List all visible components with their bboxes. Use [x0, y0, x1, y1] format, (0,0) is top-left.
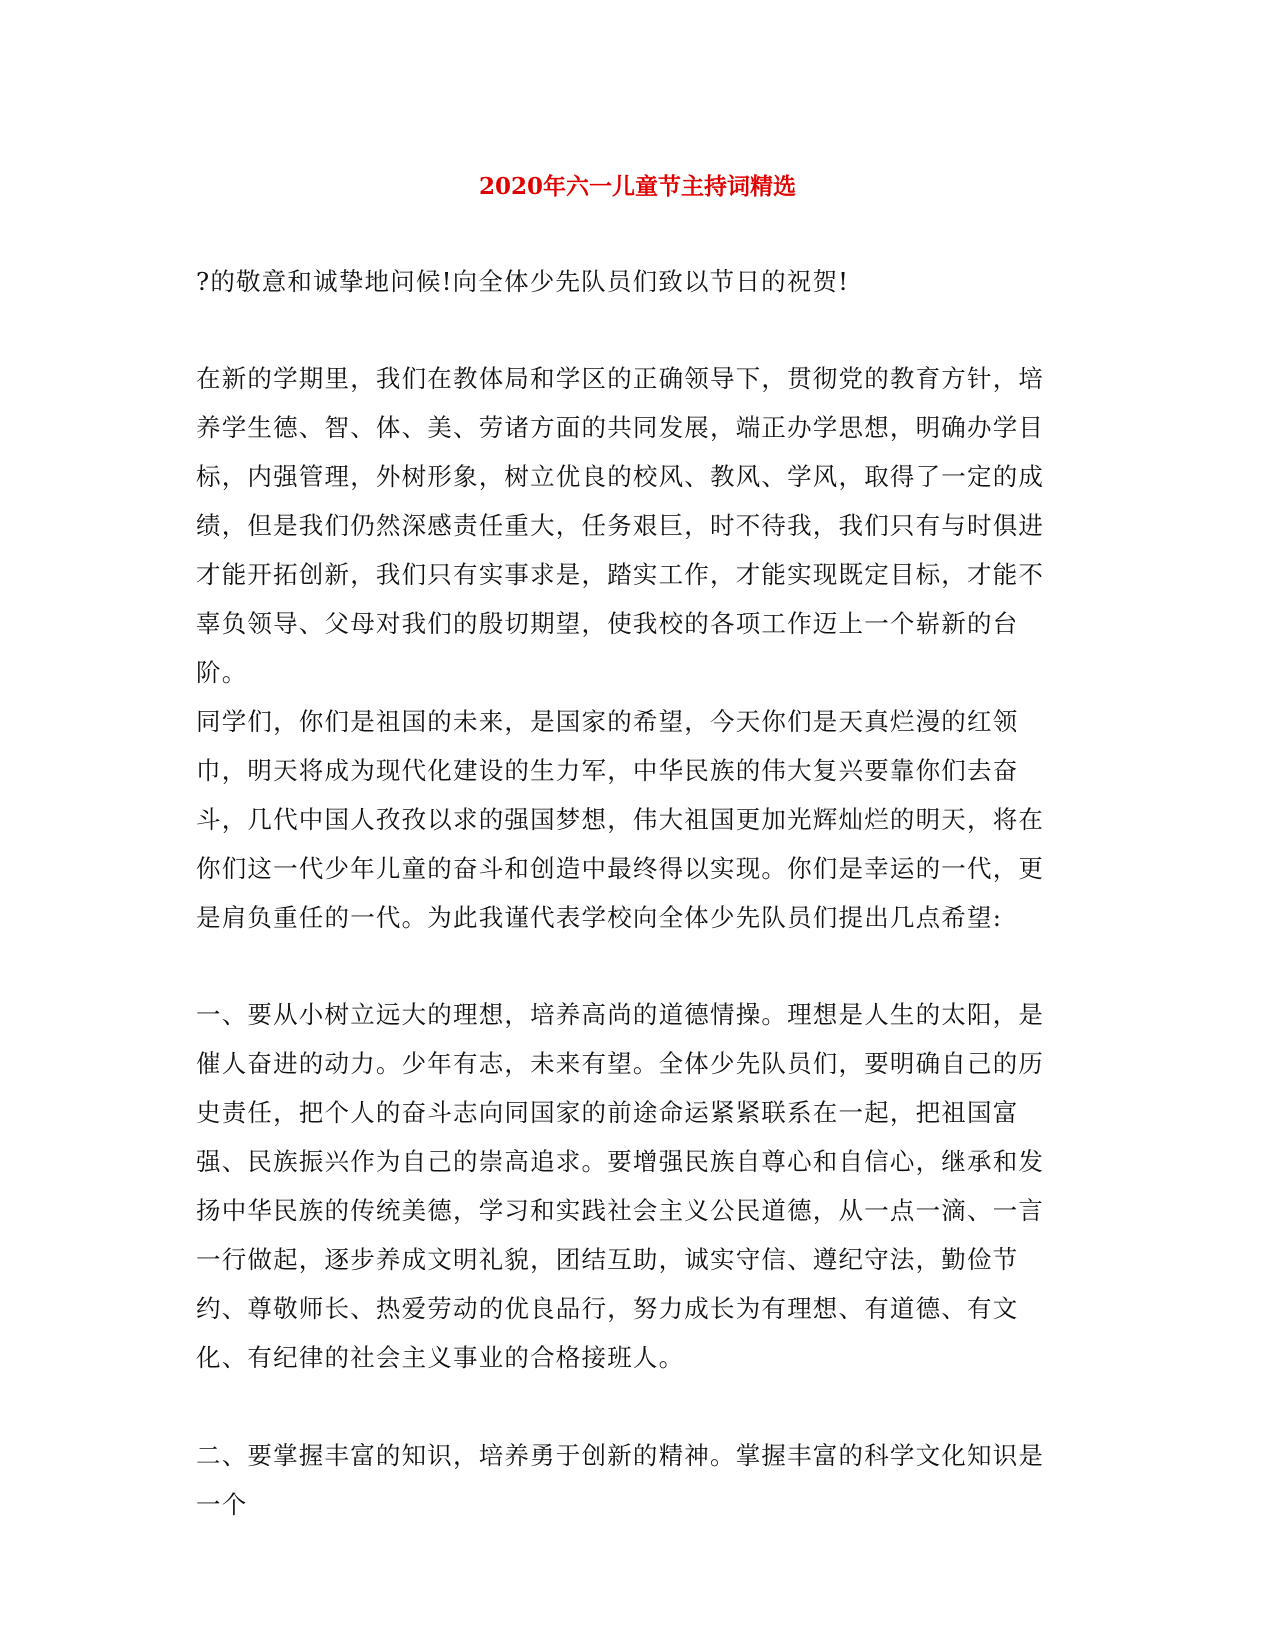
paragraph-hope-two: 二、要掌握丰富的知识，培养勇于创新的精神。掌握丰富的科学文化知识是一个 — [196, 1441, 1045, 1519]
paragraph-greeting: ?的敬意和诚挚地问候!向全体少先队员们致以节日的祝贺! — [196, 267, 850, 296]
paragraph-hope-one: 一、要从小树立远大的理想，培养高尚的道德情操。理想是人生的太阳，是催人奋进的动力。少年有志，未来有望。全体少先队员们，要明确自己的历史责任，把个人的奋斗志向同国家的前途命运紧紧联系在一起，把祖国富强、民族振兴作为自己的崇高追求。要增强民族自尊心和自信心，继承和发扬中华民族的传统美德，学习和实践社会主义公民道德，从一点一滴、一言一行做起，逐步养成文明礼貌，团结互助，诚实守信、遵纪守法，勤俭节约、尊敬师长、热爱劳动的优良品行，努力成长为有理想、有道德、有文化、有纪律的社会主义事业的合格接班人。 — [196, 1000, 1045, 1372]
paragraph-new-semester: 在新的学期里，我们在教体局和学区的正确领导下，贯彻党的教育方针，培养学生德、智、体、美、劳诸方面的共同发展，端正办学思想，明确办学目标，内强管理，外树形象，树立优良的校风、教风、学风，取得了一定的成绩，但是我们仍然深感责任重大，任务艰巨，时不待我，我们只有与时俱进才能开拓创新，我们只有实事求是，踏实工作，才能实现既定目标，才能不辜负领导、父母对我们的殷切期望，使我校的各项工作迈上一个崭新的台阶。 — [196, 364, 1045, 687]
document-title: 2020年六一儿童节主持词精选 — [478, 173, 796, 200]
paragraph-students-future: 同学们，你们是祖国的未来，是国家的希望，今天你们是天真烂漫的红领巾，明天将成为现代化建设的生力军，中华民族的伟大复兴要靠你们去奋斗，几代中国人孜孜以求的强国梦想，伟大祖国更加光辉灿烂的明天，将在你们这一代少年儿童的奋斗和创造中最终得以实现。你们是幸运的一代，更是肩负重任的一代。为此我谨代表学校向全体少先队员们提出几点希望: — [196, 707, 1045, 932]
